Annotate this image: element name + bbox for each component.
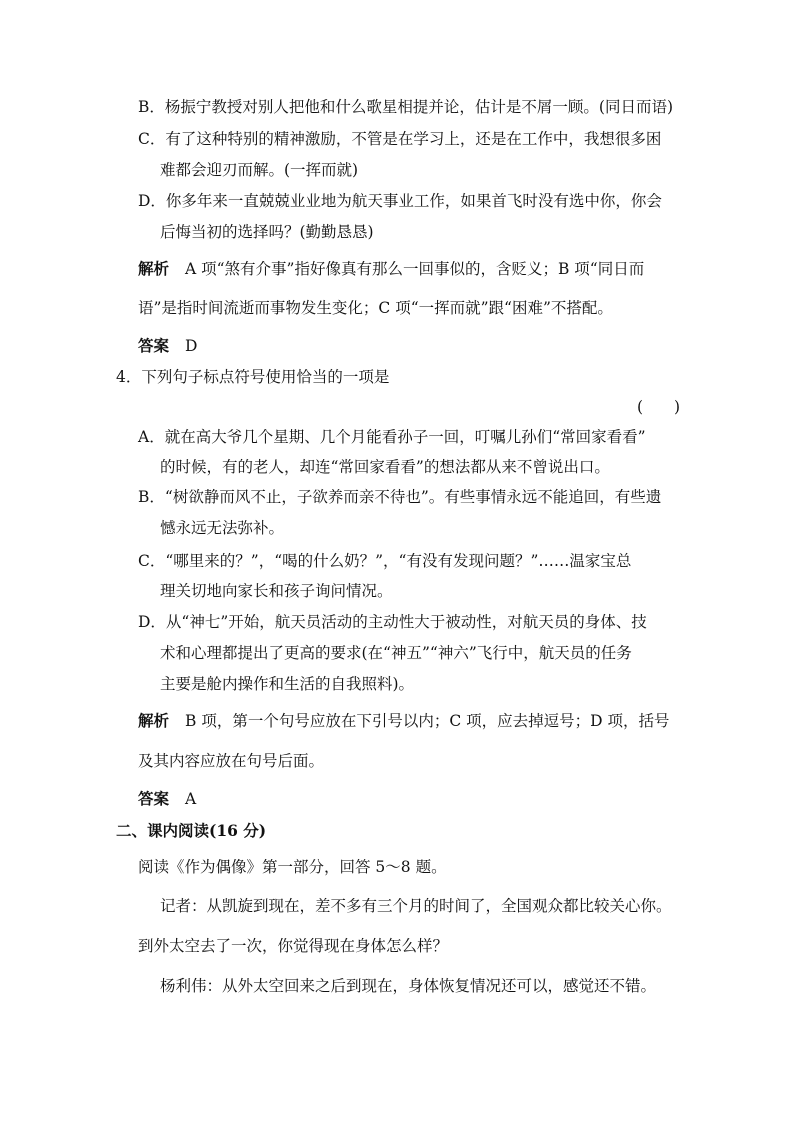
- section2-instruction: 阅读《作为偶像》第一部分，回答 5～8 题。: [138, 858, 447, 876]
- q3-option-c-line2: 难都会迎刃而解。(一挥而就): [160, 161, 359, 179]
- q3-analysis-line1: [138, 258, 644, 280]
- q4-option-d-line3: 主要是舱内操作和生活的自我照料)。: [160, 675, 415, 693]
- q4-analysis-label: 解析: [138, 711, 170, 730]
- reading-para2: 杨利伟：从外太空回来之后到现在，身体恢复情况还可以，感觉还不错。: [160, 977, 657, 995]
- q4-analysis-line2: 及其内容应放在句号后面。: [138, 752, 325, 770]
- q3-answer-value: D: [185, 337, 198, 355]
- q4-option-b-line2: 憾永远无法弥补。: [160, 519, 285, 537]
- q3-analysis-line2: 语”是指时间流逝而事物发生变化；C 项“一挥而就”跟“困难”不搭配。: [138, 299, 613, 317]
- q3-analysis-text1: A 项“煞有介事”指好像真有那么一回事似的，含贬义；B 项“同日而: [185, 260, 645, 278]
- q3-analysis-label: 解析: [138, 259, 170, 278]
- q4-analysis-line1: [138, 710, 669, 732]
- q3-option-b: B．杨振宁教授对别人把他和什么歌星相提并论，估计是不屑一顾。(同日而语): [138, 98, 673, 116]
- q3-option-d-line2: 后悔当初的选择吗？(勤勤恳恳): [160, 223, 374, 241]
- q4-option-b-line1: B．“树欲静而风不止，子欲养而亲不待也”。有些事情永远不能追回，有些遗: [138, 488, 662, 506]
- q4-analysis-text1: B 项，第一个句号应放在下引号以内；C 项，应去掉逗号；D 项，括号: [185, 712, 670, 730]
- q4-option-c-line2: 理关切地向家长和孩子询问情况。: [160, 582, 393, 600]
- q4-option-d-line2: 术和心理都提出了更高的要求(在“神五”“神六”飞行中，航天员的任务: [160, 644, 632, 662]
- reading-para1-line2: 到外太空去了一次，你觉得现在身体怎么样？: [138, 937, 449, 955]
- q4-answer-value: A: [185, 790, 197, 808]
- q4-option-c-line1: C．“哪里来的？”，“喝的什么奶？”，“有没有发现问题？”……温家宝总: [138, 552, 632, 570]
- q4-option-a-line2: 的时候，有的老人，却连“常回家看看”的想法都从来不曾说出口。: [160, 458, 610, 476]
- q4-option-a-line1: A．就在高大爷几个星期、几个月能看孙子一回，叮嘱儿孙们“常回家看看”: [138, 428, 646, 446]
- q3-option-d-line1: D．你多年来一直兢兢业业地为航天事业工作，如果首飞时没有选中你，你会: [138, 192, 662, 210]
- q4-stem: 4．下列句子标点符号使用恰当的一项是: [116, 368, 390, 386]
- q4-answer-bracket: ( ): [637, 398, 681, 416]
- section2-heading: 二、课内阅读(16 分): [116, 821, 267, 840]
- q3-option-c-line1: C．有了这种特别的精神激励，不管是在学习上，还是在工作中，我想很多困: [138, 130, 662, 148]
- q4-answer: [138, 788, 196, 810]
- q3-answer-label: 答案: [138, 336, 170, 355]
- q4-answer-label: 答案: [138, 789, 170, 808]
- q4-option-d-line1: D．从“神七”开始，航天员活动的主动性大于被动性，对航天员的身体、技: [138, 613, 647, 631]
- reading-para1-line1: 记者：从凯旋到现在，差不多有三个月的时间了，全国观众都比较关心你。: [160, 897, 672, 915]
- q3-answer: [138, 335, 197, 357]
